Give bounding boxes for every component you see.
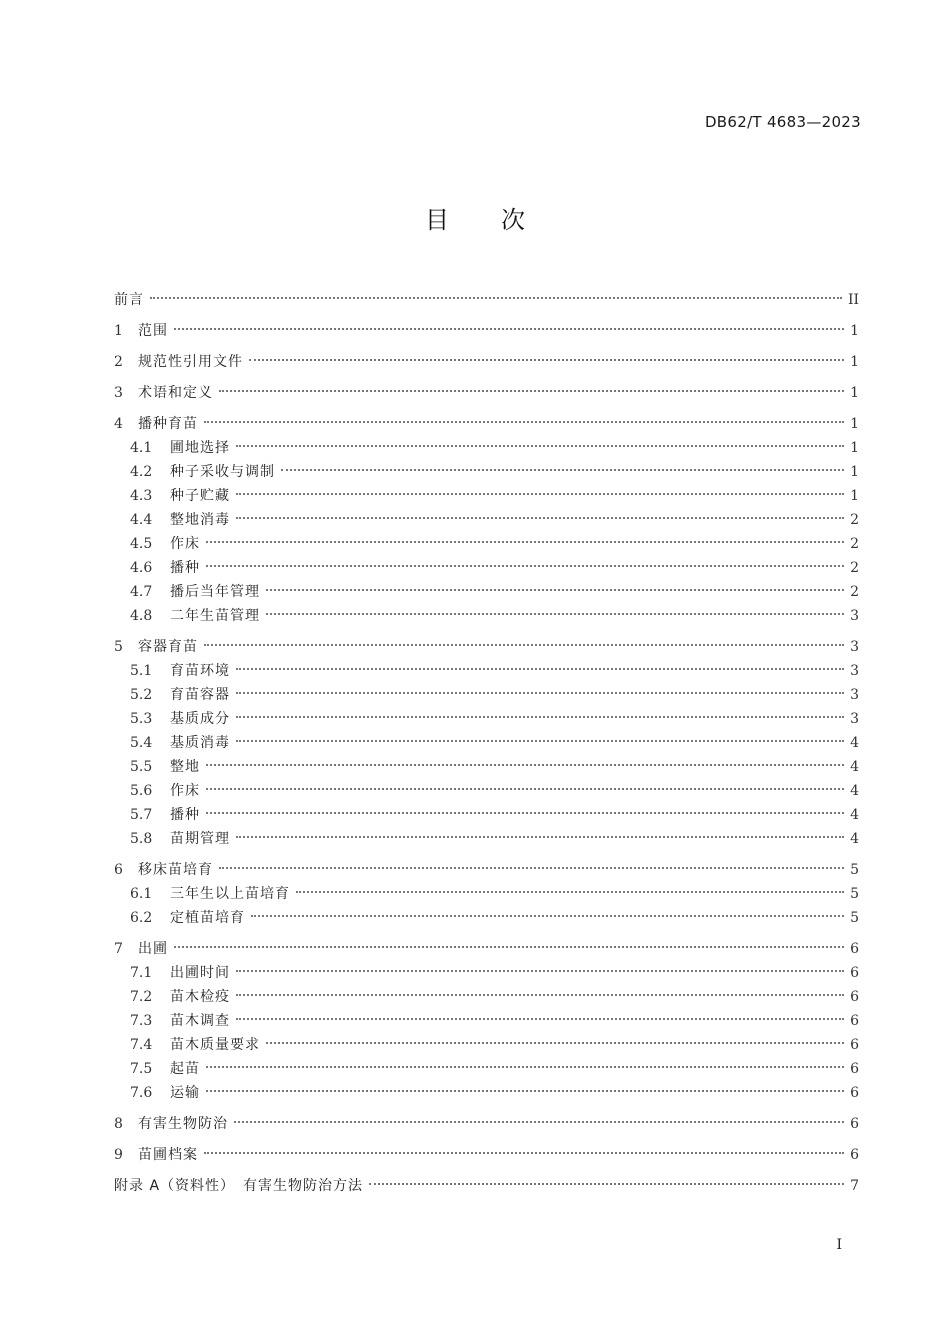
toc-dot-leader: [251, 915, 844, 917]
toc-entry-number: 4.8: [130, 608, 153, 624]
toc-entry-label: 范围: [138, 323, 168, 339]
toc-entry-label: 作床: [170, 536, 200, 552]
toc-entry-page: 6: [850, 965, 859, 981]
toc-entry-page: 3: [850, 608, 859, 624]
toc-entry-page: 6: [850, 1037, 859, 1053]
toc-dot-leader: [174, 946, 844, 948]
toc-entry-number: 7: [114, 941, 123, 957]
toc-dot-leader: [236, 493, 844, 495]
toc-entry[interactable]: [114, 350, 859, 374]
toc-dot-leader: [206, 565, 844, 567]
toc-entry[interactable]: [114, 858, 859, 882]
toc-entry-number: 5.6: [130, 783, 153, 799]
toc-entry-number: 7.1: [130, 965, 153, 981]
toc-dot-leader: [204, 1152, 844, 1154]
toc-entry-label: 播后当年管理: [170, 584, 260, 600]
toc-entry-page: 1: [850, 323, 859, 339]
toc-entry[interactable]: [114, 381, 859, 405]
toc-entry-number: 5.2: [130, 687, 153, 703]
toc-entry-number: 5.1: [130, 663, 153, 679]
toc-subentry[interactable]: [114, 1009, 859, 1033]
toc-dot-leader: [236, 692, 844, 694]
toc-dot-leader: [281, 469, 844, 471]
toc-subentry[interactable]: [114, 755, 859, 779]
toc-entry-page: 2: [850, 536, 859, 552]
toc-entry-page: 6: [850, 1085, 859, 1101]
toc-dot-leader: [266, 1042, 844, 1044]
toc-entry-label: 苗木质量要求: [170, 1037, 260, 1053]
toc-dot-leader: [206, 1090, 844, 1092]
toc-dot-leader: [296, 891, 844, 893]
toc-dot-leader: [236, 994, 844, 996]
toc-entry-label: 圃地选择: [170, 440, 230, 456]
toc-entry-label: 三年生以上苗培育: [170, 886, 290, 902]
toc-entry-label: 整地: [170, 759, 200, 775]
toc-entry-label: 出圃时间: [170, 965, 230, 981]
toc-entry-page: 4: [850, 735, 859, 751]
toc-subentry[interactable]: [114, 779, 859, 803]
toc-subentry[interactable]: [114, 1081, 859, 1105]
toc-entry-page: 6: [850, 1061, 859, 1077]
toc-entry-label: 育苗容器: [170, 687, 230, 703]
toc-entry-label: 规范性引用文件: [138, 354, 243, 370]
toc-dot-leader: [206, 764, 844, 766]
toc-entry-label: 苗期管理: [170, 831, 230, 847]
toc-entry-label: 种子采收与调制: [170, 464, 275, 480]
toc-entry-number: 4.3: [130, 488, 153, 504]
toc-dot-leader: [236, 445, 844, 447]
toc-dot-leader: [266, 613, 844, 615]
toc-entry-number: 5.4: [130, 735, 153, 751]
toc-dot-leader: [249, 359, 844, 361]
toc-entry-number: 5: [114, 639, 123, 655]
toc-dot-leader: [236, 716, 844, 718]
toc-entry-page: 3: [850, 639, 859, 655]
toc-entry-page: 6: [850, 941, 859, 957]
toc-entry-label: 整地消毒: [170, 512, 230, 528]
toc-entry-number: 3: [114, 385, 123, 401]
toc-dot-leader: [206, 788, 844, 790]
toc-entry-number: 4: [114, 416, 123, 432]
toc-subentry[interactable]: [114, 731, 859, 755]
toc-entry-label: 播种: [170, 560, 200, 576]
toc-entry-page: 6: [850, 1116, 859, 1132]
toc-entry-label: 种子贮藏: [170, 488, 230, 504]
toc-entry-number: 7.3: [130, 1013, 153, 1029]
toc-subentry[interactable]: [114, 985, 859, 1009]
toc-entry-number: 4.7: [130, 584, 153, 600]
toc-entry-page: 4: [850, 783, 859, 799]
toc-entry-number: 5.5: [130, 759, 153, 775]
toc-dot-leader: [236, 668, 844, 670]
toc-entry-number: 6.1: [130, 886, 153, 902]
toc-entry-number: 4.6: [130, 560, 153, 576]
toc-subentry[interactable]: [114, 1057, 859, 1081]
toc-entry-page: 2: [850, 512, 859, 528]
toc-dot-leader: [236, 836, 844, 838]
toc-entry-page: 1: [850, 440, 859, 456]
toc-entry-label: 术语和定义: [138, 385, 213, 401]
toc-entry-label: 附录 A（资料性） 有害生物防治方法: [114, 1178, 364, 1194]
toc-subentry[interactable]: [114, 508, 859, 532]
toc-entry-number: 7.2: [130, 989, 153, 1005]
toc-entry-page: 2: [850, 584, 859, 600]
toc-entry-page: 6: [850, 1147, 859, 1163]
toc-entry-label: 前言: [114, 292, 144, 308]
toc-entry-label: 二年生苗管理: [170, 608, 260, 624]
toc-entry[interactable]: [114, 635, 859, 659]
toc-entry-number: 4.1: [130, 440, 153, 456]
toc-subentry[interactable]: [114, 827, 859, 851]
toc-subentry[interactable]: [114, 683, 859, 707]
toc-entry-page: 3: [850, 711, 859, 727]
toc-entry-page: 7: [850, 1178, 859, 1194]
page-title: 目次: [425, 206, 577, 234]
toc-entry-number: 2: [114, 354, 123, 370]
toc-entry[interactable]: [114, 1143, 859, 1167]
toc-entry-label: 定植苗培育: [170, 910, 245, 926]
toc-entry-label: 移床苗培育: [138, 862, 213, 878]
toc-entry-label: 基质成分: [170, 711, 230, 727]
toc-subentry[interactable]: [114, 556, 859, 580]
toc-entry-label: 播种: [170, 807, 200, 823]
toc-entry-number: 6.2: [130, 910, 153, 926]
toc-dot-leader: [150, 297, 842, 299]
toc-dot-leader: [206, 812, 844, 814]
toc-entry-number: 5.8: [130, 831, 153, 847]
toc-entry-number: 8: [114, 1116, 123, 1132]
toc-subentry[interactable]: [114, 659, 859, 683]
toc-dot-leader: [234, 1121, 844, 1123]
toc-entry-number: 1: [114, 323, 123, 339]
toc-dot-leader: [219, 390, 844, 392]
toc-dot-leader: [204, 644, 844, 646]
toc-entry-label: 作床: [170, 783, 200, 799]
toc-subentry[interactable]: [114, 484, 859, 508]
toc-entry[interactable]: [114, 937, 859, 961]
toc-subentry[interactable]: [114, 707, 859, 731]
toc-dot-leader: [206, 1066, 844, 1068]
toc-entry[interactable]: [114, 288, 859, 312]
toc-entry-page: 5: [850, 910, 859, 926]
toc-entry-label: 基质消毒: [170, 735, 230, 751]
toc-entry-page: 4: [850, 807, 859, 823]
toc-entry-number: 5.3: [130, 711, 153, 727]
toc-subentry[interactable]: [114, 882, 859, 906]
toc-dot-leader: [369, 1183, 844, 1185]
toc-entry-page: 4: [850, 759, 859, 775]
toc-entry-page: 1: [850, 416, 859, 432]
toc-dot-leader: [219, 867, 844, 869]
toc-entry-page: 5: [850, 862, 859, 878]
toc-entry-page: II: [847, 292, 859, 308]
toc-subentry[interactable]: [114, 436, 859, 460]
toc-entry[interactable]: [114, 1174, 859, 1198]
toc-subentry[interactable]: [114, 906, 859, 930]
toc-entry-number: 4.5: [130, 536, 153, 552]
toc-subentry[interactable]: [114, 961, 859, 985]
toc-entry-page: 6: [850, 1013, 859, 1029]
toc-entry-label: 苗木调查: [170, 1013, 230, 1029]
toc-entry-page: 3: [850, 687, 859, 703]
toc-entry-page: 1: [850, 464, 859, 480]
document-code: DB62/T 4683—2023: [704, 113, 861, 131]
toc-entry-number: 9: [114, 1147, 123, 1163]
toc-entry-number: 7.6: [130, 1085, 153, 1101]
toc-entry-number: 5.7: [130, 807, 153, 823]
toc-entry-page: 3: [850, 663, 859, 679]
toc-entry-label: 苗圃档案: [138, 1147, 198, 1163]
toc-dot-leader: [236, 517, 844, 519]
toc-entry-page: 1: [850, 488, 859, 504]
toc-entry-label: 出圃: [138, 941, 168, 957]
toc-entry-label: 容器育苗: [138, 639, 198, 655]
toc-entry-label: 有害生物防治: [138, 1116, 228, 1132]
toc-entry-number: 7.5: [130, 1061, 153, 1077]
toc-subentry[interactable]: [114, 1033, 859, 1057]
toc-subentry[interactable]: [114, 580, 859, 604]
toc-entry-label: 运输: [170, 1085, 200, 1101]
toc-entry-number: 4.2: [130, 464, 153, 480]
toc-entry-label: 起苗: [170, 1061, 200, 1077]
toc-entry-number: 7.4: [130, 1037, 153, 1053]
toc-subentry[interactable]: [114, 803, 859, 827]
toc-entry-page: 5: [850, 886, 859, 902]
toc-dot-leader: [174, 328, 844, 330]
toc-dot-leader: [206, 541, 844, 543]
toc-dot-leader: [266, 589, 844, 591]
page-number: I: [836, 1237, 842, 1253]
toc-dot-leader: [236, 970, 844, 972]
toc-subentry[interactable]: [114, 604, 859, 628]
toc-dot-leader: [204, 421, 844, 423]
table-of-contents: [114, 288, 859, 1198]
toc-entry-label: 育苗环境: [170, 663, 230, 679]
toc-subentry[interactable]: [114, 532, 859, 556]
toc-entry-page: 2: [850, 560, 859, 576]
toc-entry-page: 6: [850, 989, 859, 1005]
toc-entry[interactable]: [114, 319, 859, 343]
toc-subentry[interactable]: [114, 460, 859, 484]
toc-entry[interactable]: [114, 412, 859, 436]
toc-dot-leader: [236, 740, 844, 742]
toc-entry-number: 6: [114, 862, 123, 878]
toc-entry-page: 1: [850, 385, 859, 401]
toc-entry[interactable]: [114, 1112, 859, 1136]
toc-entry-page: 4: [850, 831, 859, 847]
toc-entry-number: 4.4: [130, 512, 153, 528]
toc-dot-leader: [236, 1018, 844, 1020]
toc-entry-label: 播种育苗: [138, 416, 198, 432]
toc-entry-page: 1: [850, 354, 859, 370]
toc-entry-label: 苗木检疫: [170, 989, 230, 1005]
